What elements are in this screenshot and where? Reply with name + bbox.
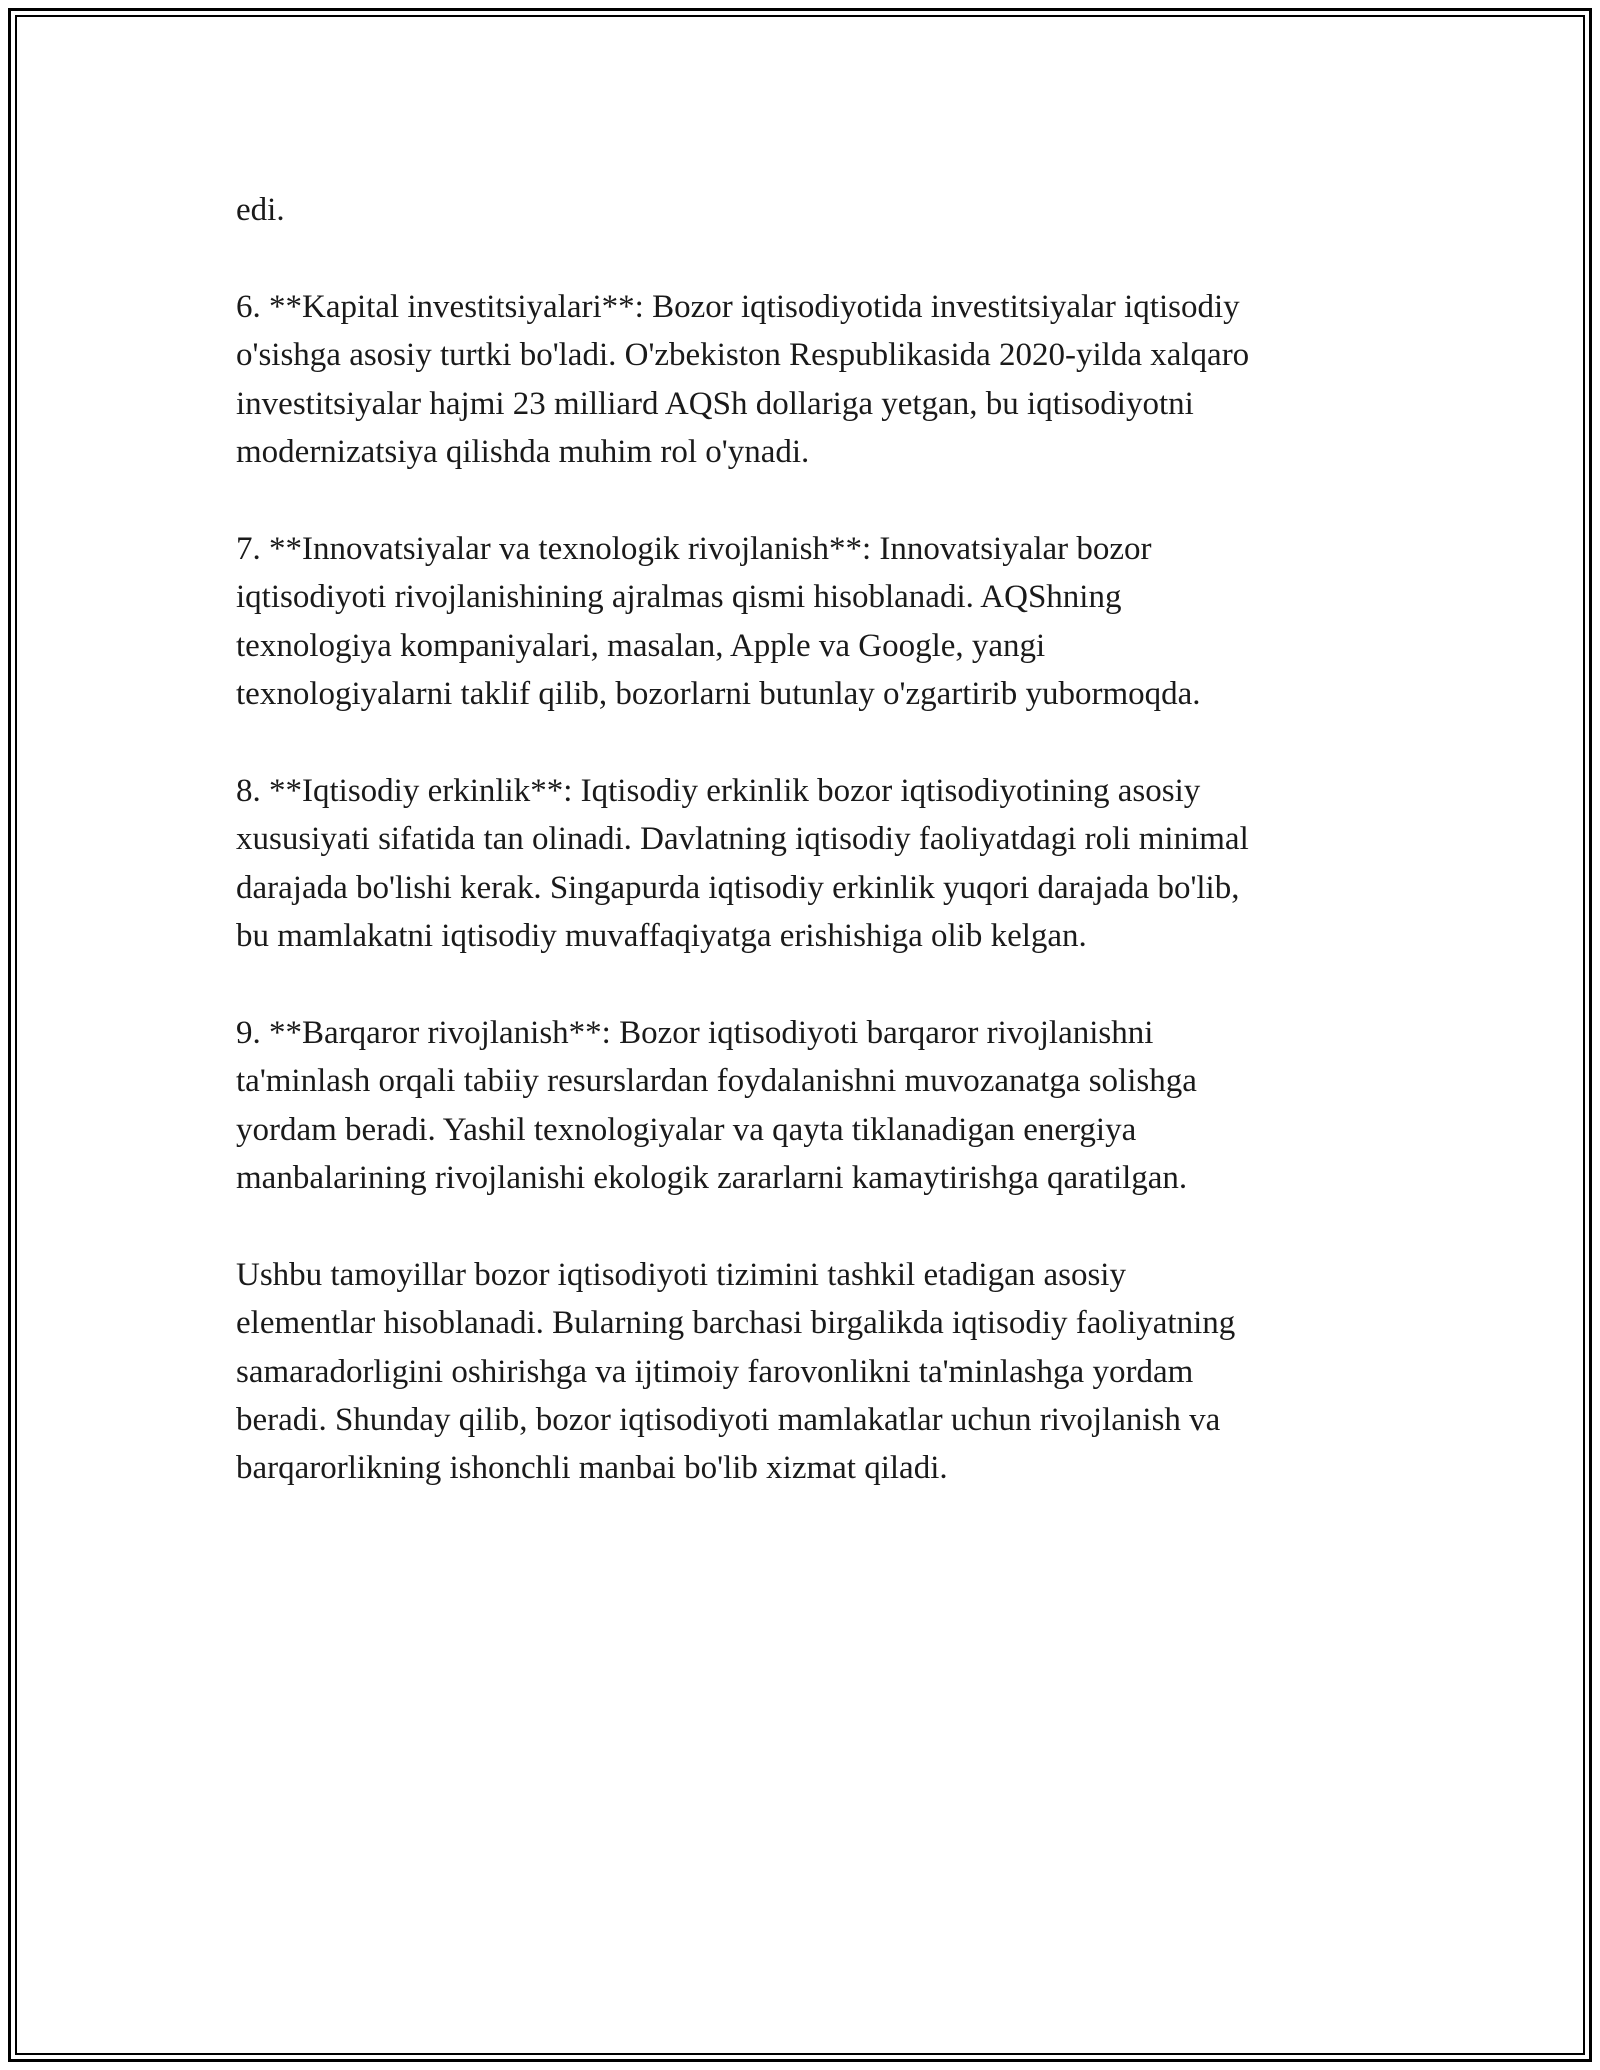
paragraph-iqtisodiy-erkinlik: 8. **Iqtisodiy erkinlik**: Iqtisodiy erkinlik bozor iqtisodiyotining asosiy xususiyati sifatida tan olinadi. Davlatning iqtisodiy faoliyatdagi roli minimal darajada bo'lishi kerak. Singapurda iqtisodiy erkinlik yuqori darajada bo'lib, bu mamlakatni iqtisodiy muvaffaqiyatga erishishiga olib kelgan. [236,772,1249,955]
paragraph-conclusion: Ushbu tamoyillar bozor iqtisodiyoti tizimini tashkil etadigan asosiy elementlar hisoblanadi. Bularning barchasi birgalikda iqtisodiy faoliyatning samaradorligini oshirishga va ijtimoiy farovonlikni ta'minlashga yordam beradi. Shunday qilib, bozor iqtisodiyoti mamlakatlar uchun rivojlanish va barqarorlikning ishonchli manbai bo'lib xizmat qiladi. [236,1256,1236,1487]
paragraph-barqaror-rivojlanish: 9. **Barqaror rivojlanish**: Bozor iqtisodiyoti barqaror rivojlanishni ta'minlash orqali tabiiy resurslardan foydalanishni muvozanatga solishga yordam beradi. Yashil texnologiyalar va qayta tiklanadigan energiya manbalarining rivojlanishi ekologik zararlarni kamaytirishga qaratilgan. [236,1014,1197,1197]
paragraph-continuation: edi. [236,192,285,228]
paragraph-kapital-investitsiyalari: 6. **Kapital investitsiyalari**: Bozor iqtisodiyotida investitsiyalar iqtisodiy o'sishga asosiy turtki bo'ladi. O'zbekiston Respublikasida 2020-yilda xalqaro investitsiyalar hajmi 23 milliard AQSh dollariga yetgan, bu iqtisodiyotni modernizatsiya qilishda muhim rol o'ynadi. [236,288,1250,471]
document-body [236,186,1386,1541]
paragraph-innovatsiyalar: 7. **Innovatsiyalar va texnologik rivojlanish**: Innovatsiyalar bozor iqtisodiyoti rivojlanishining ajralmas qismi hisoblanadi. AQShning texnologiya kompaniyalari, masalan, Apple va Google, yangi texnologiyalarni taklif qilib, bozorlarni butunlay o'zgartirib yubormoqda. [236,530,1201,713]
